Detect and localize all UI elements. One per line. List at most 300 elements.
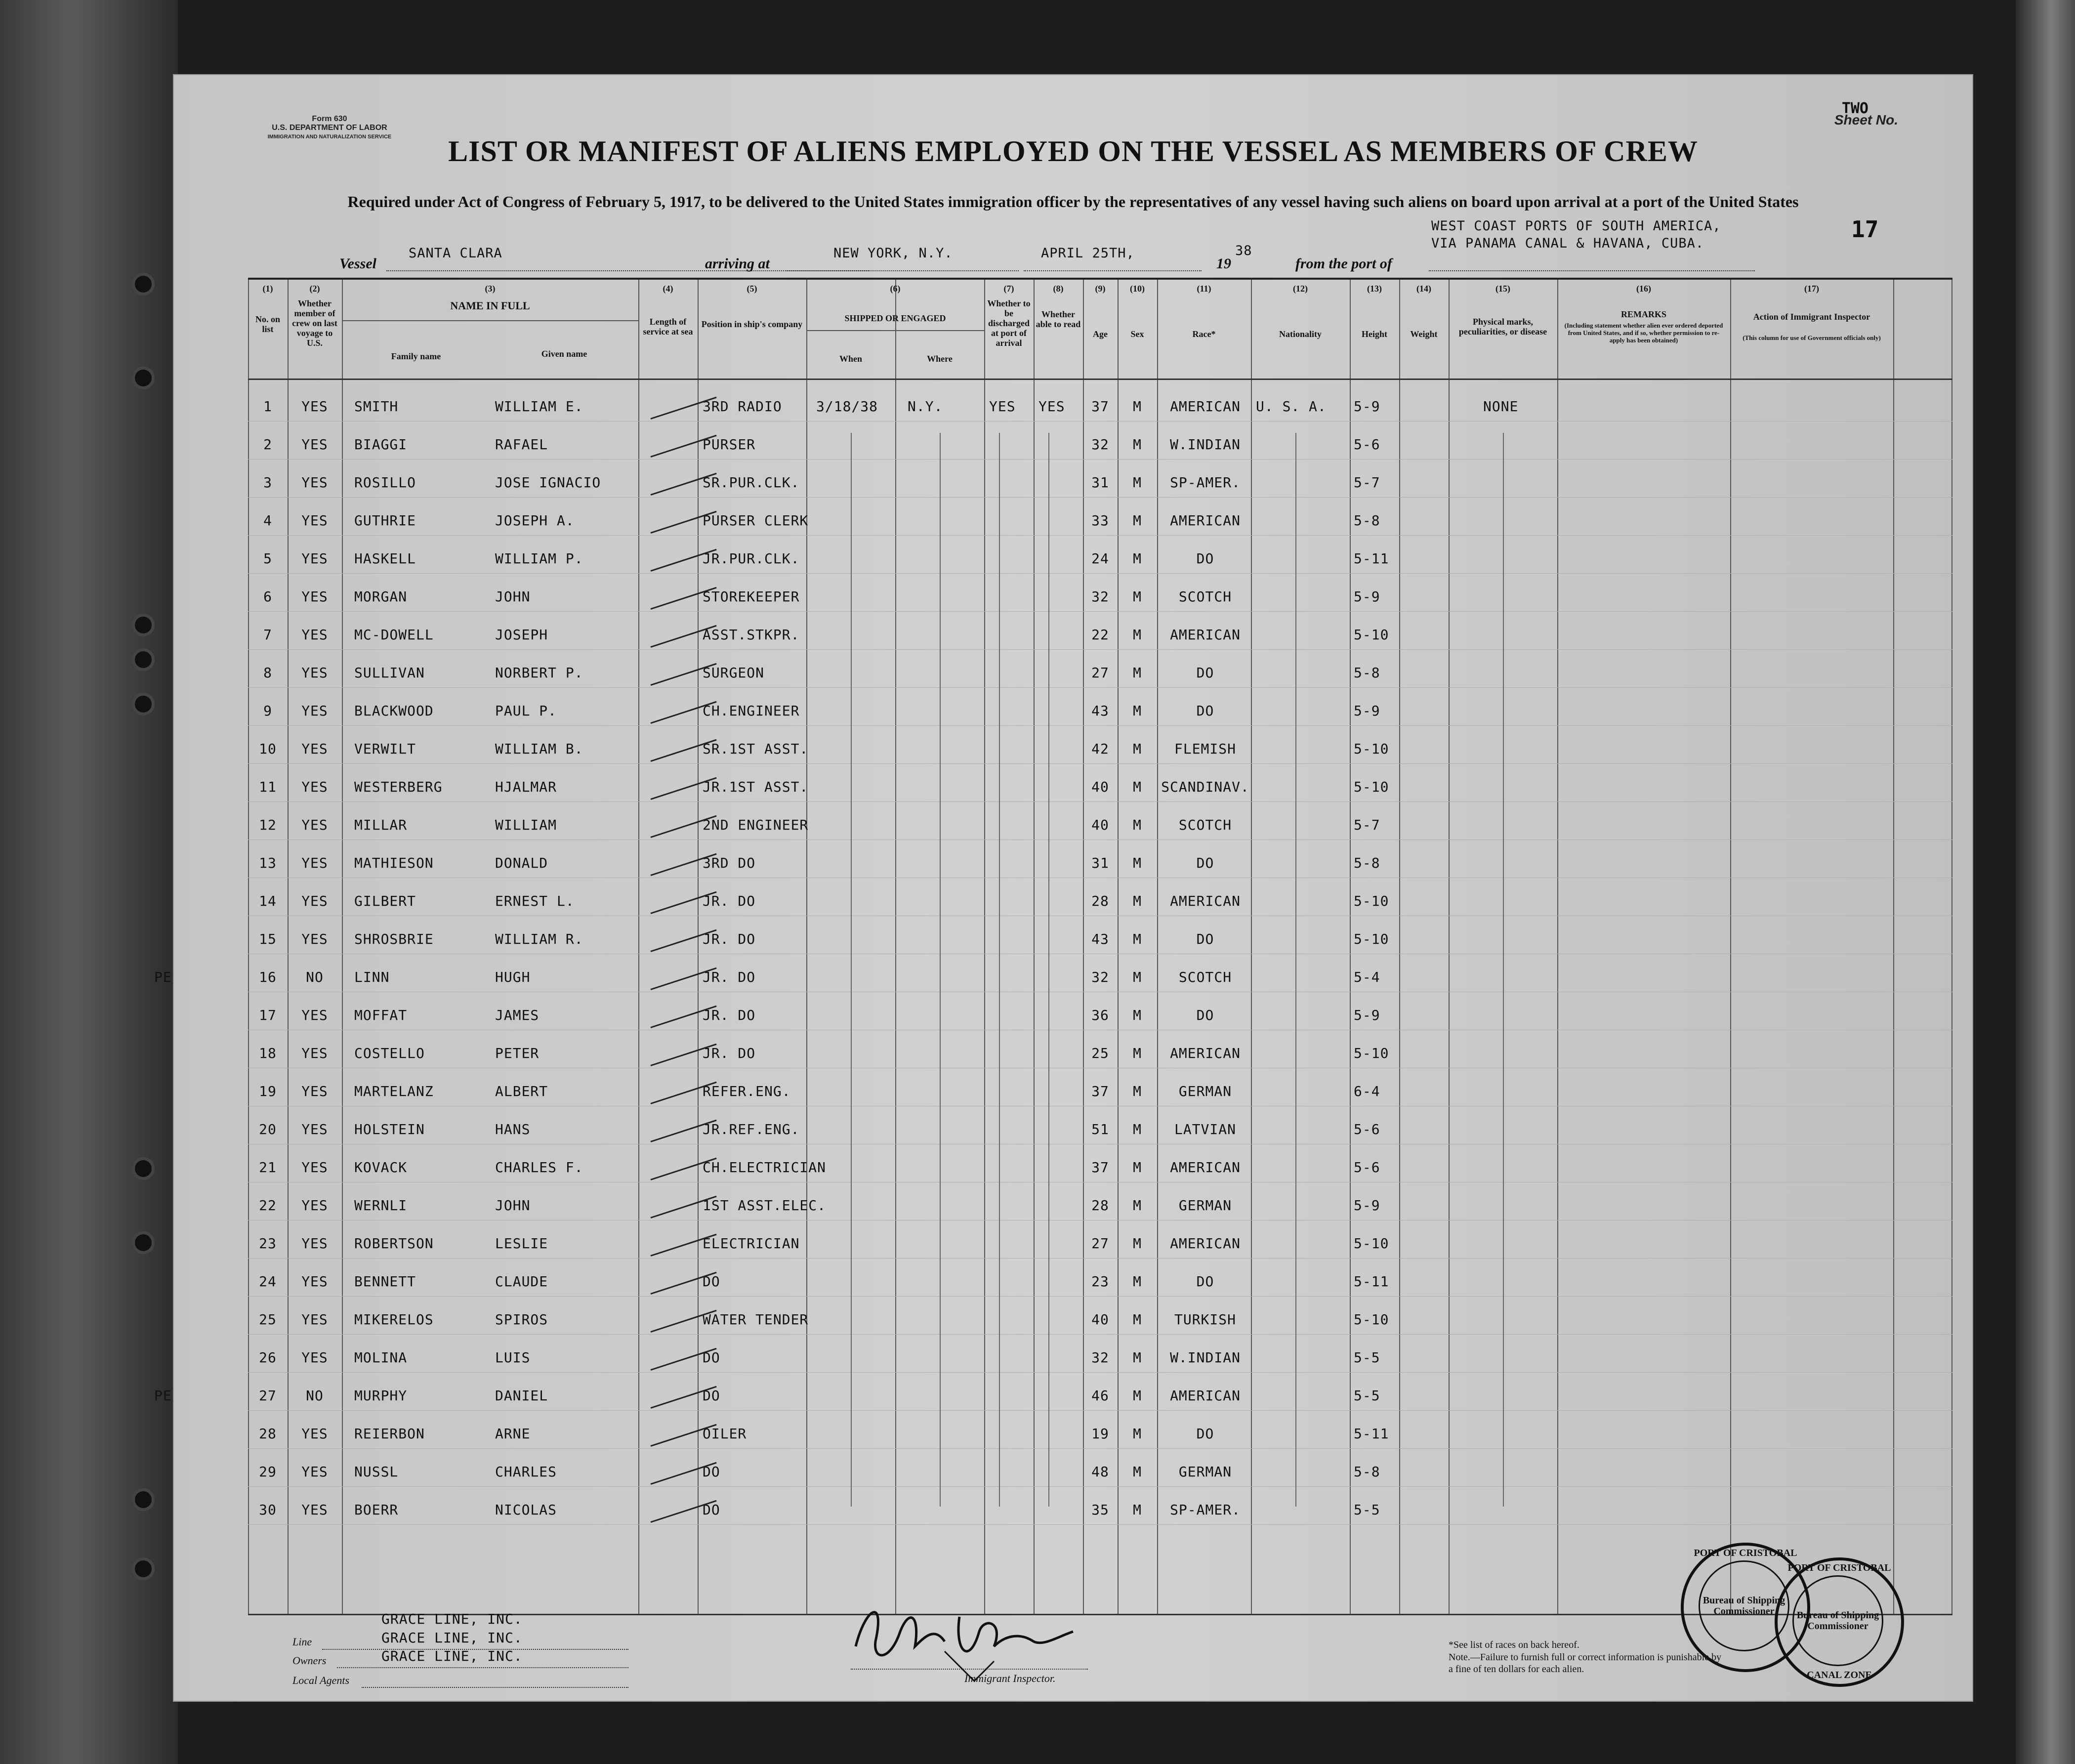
row-rule — [248, 1258, 1952, 1259]
cell-race: DO — [1196, 931, 1214, 947]
cell-age: 48 — [1091, 1464, 1109, 1480]
row-rule — [248, 1372, 1952, 1373]
cell-given: ARNE — [495, 1426, 531, 1442]
cell-sex: M — [1133, 1045, 1142, 1061]
cell-height: 5-8 — [1354, 512, 1380, 529]
cell-given: LUIS — [495, 1349, 531, 1366]
row1-read: YES — [1038, 398, 1065, 415]
cell-prev: YES — [301, 1273, 328, 1290]
cell-race: W.INDIAN — [1170, 436, 1241, 453]
cell-position: 1ST ASST.ELEC. — [703, 1197, 827, 1214]
cell-age: 19 — [1091, 1426, 1109, 1442]
cell-height: 5-10 — [1354, 893, 1389, 909]
col-header-height: Height — [1362, 329, 1387, 339]
cell-race: DO — [1196, 1426, 1214, 1442]
cell-race: SCOTCH — [1178, 817, 1232, 833]
cell-age: 37 — [1091, 1159, 1109, 1176]
cell-no: 13 — [259, 855, 277, 871]
col-header-discharged: Whether to be discharged at port of arrival — [987, 298, 1031, 348]
cell-position: JR.PUR.CLK. — [703, 550, 800, 567]
cell-no: 27 — [259, 1387, 277, 1404]
cell-height: 5-5 — [1354, 1387, 1380, 1404]
col-header-name: NAME IN FULL — [450, 299, 530, 312]
arriving-underline — [787, 270, 1019, 271]
col-header-age: Age — [1093, 329, 1108, 339]
cell-sex: M — [1133, 398, 1142, 415]
cell-no: 6 — [263, 588, 272, 605]
col-header-sex: Sex — [1130, 329, 1144, 339]
cell-given: JOSEPH A. — [495, 512, 575, 529]
col-header-race: Race* — [1192, 329, 1216, 339]
inspector-label: Immigrant Inspector. — [964, 1672, 1056, 1684]
cell-family: ROBERTSON — [354, 1235, 434, 1252]
cell-no: 24 — [259, 1273, 277, 1290]
col-num-6: (6) — [890, 284, 901, 294]
page-marker: 17 — [1851, 216, 1879, 243]
cell-position: JR. DO — [703, 1007, 756, 1023]
department-name: U.S. DEPARTMENT OF LABOR — [272, 124, 387, 132]
cell-height: 5-8 — [1354, 855, 1380, 871]
cell-age: 36 — [1091, 1007, 1109, 1023]
cell-no: 17 — [259, 1007, 277, 1023]
cell-prev: YES — [301, 1349, 328, 1366]
row-rule — [248, 649, 1952, 650]
cell-age: 51 — [1091, 1121, 1109, 1137]
cell-sex: M — [1133, 1464, 1142, 1480]
line-label: Line — [292, 1636, 312, 1648]
cell-position: SR.1ST ASST. — [703, 741, 809, 757]
binder-hole — [132, 1231, 155, 1254]
ditto-mark — [940, 433, 941, 1507]
cell-height: 5-5 — [1354, 1502, 1380, 1518]
stamp-2-ring-text: PORT OF CRISTOBAL — [1787, 1562, 1891, 1573]
cell-age: 27 — [1091, 665, 1109, 681]
cell-family: SMITH — [354, 398, 399, 415]
cell-position: DO — [703, 1387, 720, 1404]
cell-given: WILLIAM — [495, 817, 557, 833]
binder-hole — [132, 273, 155, 295]
owners-company: GRACE LINE, INC. — [381, 1648, 523, 1664]
row-rule — [248, 1486, 1952, 1487]
cell-position: CH.ENGINEER — [703, 703, 800, 719]
cell-given: HUGH — [495, 969, 531, 985]
col-num-17: (17) — [1804, 284, 1819, 294]
cell-family: REIERBON — [354, 1426, 425, 1442]
year-suffix: 38 — [1235, 243, 1252, 258]
cell-height: 5-10 — [1354, 1311, 1389, 1328]
cell-family: BOERR — [354, 1502, 399, 1518]
cell-race: AMERICAN — [1170, 512, 1241, 529]
cell-no: 9 — [263, 703, 272, 719]
cell-age: 23 — [1091, 1273, 1109, 1290]
cell-age: 32 — [1091, 969, 1109, 985]
arrival-date: APRIL 25TH, — [1041, 246, 1135, 261]
cell-prev: YES — [301, 1502, 328, 1518]
cell-no: 21 — [259, 1159, 277, 1176]
binder-hole — [132, 1488, 155, 1511]
cell-family: HASKELL — [354, 550, 416, 567]
cell-age: 31 — [1091, 855, 1109, 871]
cell-race: DO — [1196, 550, 1214, 567]
cell-height: 5-10 — [1354, 1235, 1389, 1252]
col-num-15: (15) — [1495, 284, 1510, 294]
sheet-number: TWO — [1841, 100, 1868, 117]
cell-family: GILBERT — [354, 893, 416, 909]
cell-prev: YES — [301, 1426, 328, 1442]
cell-age: 43 — [1091, 703, 1109, 719]
cell-height: 5-7 — [1354, 817, 1380, 833]
cell-no: 20 — [259, 1121, 277, 1137]
cell-age: 32 — [1091, 588, 1109, 605]
cell-given: JOSE IGNACIO — [495, 474, 601, 491]
date-underline — [1024, 270, 1202, 271]
cell-given: JAMES — [495, 1007, 540, 1023]
penalty-note: Note.—Failure to furnish full or correct information is punishable by a fine of ten dollars for each alien. — [1449, 1652, 1722, 1675]
manifest-sheet — [154, 74, 1973, 1702]
port-stamp-2 — [1775, 1557, 1904, 1687]
cell-position: JR. DO — [703, 1045, 756, 1061]
cell-sex: M — [1133, 817, 1142, 833]
cell-prev: YES — [301, 550, 328, 567]
margin-mark: PE — [154, 969, 172, 985]
cell-position: JR.1ST ASST. — [703, 779, 809, 795]
cell-family: MORGAN — [354, 588, 408, 605]
cell-height: 5-6 — [1354, 1121, 1380, 1137]
cell-prev: YES — [301, 1311, 328, 1328]
binder-hole — [132, 614, 155, 636]
cell-given: NORBERT P. — [495, 665, 583, 681]
cell-no: 11 — [259, 779, 277, 795]
from-port-underline — [1429, 270, 1755, 271]
cell-sex: M — [1133, 436, 1142, 453]
cell-sex: M — [1133, 703, 1142, 719]
cell-race: DO — [1196, 1273, 1214, 1290]
arriving-port: NEW YORK, N.Y. — [833, 246, 953, 261]
cell-no: 22 — [259, 1197, 277, 1214]
col-num-5: (5) — [747, 284, 757, 294]
stamp-1-ring-text: PORT OF CRISTOBAL — [1694, 1548, 1797, 1558]
cell-position: JR.REF.ENG. — [703, 1121, 800, 1137]
cell-sex: M — [1133, 665, 1142, 681]
col-num-9: (9) — [1095, 284, 1106, 294]
cell-height: 5-9 — [1354, 703, 1380, 719]
cell-sex: M — [1133, 1349, 1142, 1366]
cell-given: HJALMAR — [495, 779, 557, 795]
ditto-mark — [999, 433, 1000, 1507]
margin-mark: PE — [154, 1387, 172, 1404]
binder-hole — [132, 1557, 155, 1580]
col-num-1: (1) — [262, 284, 273, 294]
vessel-label: Vessel — [339, 255, 376, 272]
cell-position: SURGEON — [703, 665, 765, 681]
cell-sex: M — [1133, 779, 1142, 795]
cell-sex: M — [1133, 1273, 1142, 1290]
cell-height: 5-9 — [1354, 588, 1380, 605]
cell-position: DO — [703, 1349, 720, 1366]
cell-age: 25 — [1091, 1045, 1109, 1061]
cell-sex: M — [1133, 1235, 1142, 1252]
cell-race: AMERICAN — [1170, 1045, 1241, 1061]
cell-position: DO — [703, 1502, 720, 1518]
cell-height: 5-9 — [1354, 1197, 1380, 1214]
col-num-2: (2) — [309, 284, 320, 294]
from-port-line1: WEST COAST PORTS OF SOUTH AMERICA, — [1431, 218, 1721, 234]
col-header-family-name: Family name — [391, 351, 441, 361]
cell-prev: YES — [301, 436, 328, 453]
cell-family: KOVACK — [354, 1159, 408, 1176]
line-company: GRACE LINE, INC. — [381, 1630, 523, 1646]
row1-discharged: YES — [989, 398, 1016, 415]
cell-race: AMERICAN — [1170, 398, 1241, 415]
cell-prev: YES — [301, 1159, 328, 1176]
cell-family: MATHIESON — [354, 855, 434, 871]
cell-prev: YES — [301, 703, 328, 719]
cell-height: 6-4 — [1354, 1083, 1380, 1099]
cell-sex: M — [1133, 1311, 1142, 1328]
row-rule — [248, 459, 1952, 460]
col-num-4: (4) — [663, 284, 673, 294]
col-header-action-note: (This column for use of Government officials only) — [1743, 334, 1881, 341]
cell-no: 30 — [259, 1502, 277, 1518]
col-header-remarks: REMARKS — [1620, 309, 1666, 319]
cell-prev: YES — [301, 1083, 328, 1099]
row-rule — [248, 497, 1952, 498]
cell-family: MIKERELOS — [354, 1311, 434, 1328]
cell-given: WILLIAM P. — [495, 550, 583, 567]
cell-height: 5-8 — [1354, 665, 1380, 681]
col-header-length-service: Length of service at sea — [643, 317, 693, 336]
row1-marks: NONE — [1483, 398, 1519, 415]
cell-sex: M — [1133, 588, 1142, 605]
cell-prev: YES — [301, 474, 328, 491]
col-num-13: (13) — [1367, 284, 1382, 294]
cell-no: 18 — [259, 1045, 277, 1061]
cell-position: 2ND ENGINEER — [703, 817, 809, 833]
row-rule — [248, 1524, 1952, 1525]
crew-table — [154, 278, 1952, 1678]
cell-prev: YES — [301, 512, 328, 529]
cell-position: JR. DO — [703, 893, 756, 909]
cell-race: SCANDINAV. — [1161, 779, 1249, 795]
cell-family: MC-DOWELL — [354, 627, 434, 643]
cell-family: MILLAR — [354, 817, 408, 833]
col-num-11: (11) — [1197, 284, 1211, 294]
cell-height: 5-4 — [1354, 969, 1380, 985]
cell-race: SCOTCH — [1178, 969, 1232, 985]
arriving-label: arriving at — [705, 255, 770, 272]
cell-family: LINN — [354, 969, 390, 985]
from-port-label: from the port of — [1295, 255, 1392, 272]
cell-race: AMERICAN — [1170, 893, 1241, 909]
row1-when: 3/18/38 — [816, 398, 878, 415]
cell-position: REFER.ENG. — [703, 1083, 791, 1099]
col-num-3: (3) — [485, 284, 496, 294]
ditto-mark — [1048, 433, 1049, 1507]
cell-position: CH.ELECTRICIAN — [703, 1159, 827, 1176]
stamp-2-center-text: Bureau of Shipping Commissioner — [1792, 1575, 1883, 1666]
cell-given: DONALD — [495, 855, 548, 871]
binder-hole — [132, 693, 155, 715]
cell-age: 22 — [1091, 627, 1109, 643]
col-header-when: When — [839, 354, 862, 364]
from-port-line2: VIA PANAMA CANAL & HAVANA, CUBA. — [1431, 236, 1704, 251]
ditto-mark — [1295, 433, 1296, 1507]
cell-height: 5-6 — [1354, 1159, 1380, 1176]
cell-age: 40 — [1091, 817, 1109, 833]
ditto-mark — [851, 433, 852, 1507]
cell-sex: M — [1133, 1159, 1142, 1176]
cell-sex: M — [1133, 741, 1142, 757]
cell-race: AMERICAN — [1170, 1387, 1241, 1404]
cell-race: GERMAN — [1178, 1197, 1232, 1214]
col-header-shipped: SHIPPED OR ENGAGED — [844, 313, 946, 323]
cell-age: 40 — [1091, 779, 1109, 795]
cell-no: 28 — [259, 1426, 277, 1442]
cell-given: CHARLES F. — [495, 1159, 583, 1176]
cell-no: 23 — [259, 1235, 277, 1252]
cell-position: 3RD RADIO — [703, 398, 782, 415]
col-num-14: (14) — [1416, 284, 1431, 294]
cell-no: 25 — [259, 1311, 277, 1328]
cell-given: WILLIAM B. — [495, 741, 583, 757]
cell-no: 3 — [263, 474, 272, 491]
cell-prev: YES — [301, 1464, 328, 1480]
row-rule — [248, 763, 1952, 764]
service-name: IMMIGRATION AND NATURALIZATION SERVICE — [267, 134, 392, 140]
cell-prev: YES — [301, 741, 328, 757]
cell-race: AMERICAN — [1170, 1235, 1241, 1252]
cell-prev: YES — [301, 1235, 328, 1252]
row-rule — [248, 801, 1952, 802]
cell-family: HOLSTEIN — [354, 1121, 425, 1137]
cell-height: 5-10 — [1354, 931, 1389, 947]
owners-label: Owners — [292, 1654, 327, 1667]
cell-family: BIAGGI — [354, 436, 408, 453]
cell-age: 28 — [1091, 1197, 1109, 1214]
cell-sex: M — [1133, 1426, 1142, 1442]
sheet-label: Sheet No. — [1834, 112, 1898, 127]
cell-age: 31 — [1091, 474, 1109, 491]
cell-prev: YES — [301, 665, 328, 681]
cell-race: FLEMISH — [1174, 741, 1236, 757]
row1-where: N.Y. — [908, 398, 943, 415]
cell-age: 42 — [1091, 741, 1109, 757]
cell-height: 5-9 — [1354, 1007, 1380, 1023]
cell-family: MARTELANZ — [354, 1083, 434, 1099]
cell-height: 5-6 — [1354, 436, 1380, 453]
cell-age: 27 — [1091, 1235, 1109, 1252]
cell-race: DO — [1196, 703, 1214, 719]
vessel-name: SANTA CLARA — [409, 246, 502, 261]
cell-prev: YES — [301, 855, 328, 871]
races-note: *See list of races on back hereof. — [1449, 1639, 1579, 1650]
cell-no: 12 — [259, 817, 277, 833]
cell-given: SPIROS — [495, 1311, 548, 1328]
col-header-no: No. on list — [255, 314, 280, 334]
cell-family: ROSILLO — [354, 474, 416, 491]
cell-no: 2 — [263, 436, 272, 453]
col-num-16: (16) — [1636, 284, 1651, 294]
row-rule — [248, 687, 1952, 688]
cell-race: DO — [1196, 855, 1214, 871]
cell-height: 5-5 — [1354, 1349, 1380, 1366]
cell-family: WERNLI — [354, 1197, 408, 1214]
cell-no: 4 — [263, 512, 272, 529]
col-header-where: Where — [927, 354, 953, 364]
row-rule — [248, 611, 1952, 612]
cell-family: SULLIVAN — [354, 665, 425, 681]
cell-position: ELECTRICIAN — [703, 1235, 800, 1252]
cell-no: 19 — [259, 1083, 277, 1099]
cell-given: WILLIAM R. — [495, 931, 583, 947]
cell-given: NICOLAS — [495, 1502, 557, 1518]
cell-height: 5-10 — [1354, 1045, 1389, 1061]
cell-family: COSTELLO — [354, 1045, 425, 1061]
cell-sex: M — [1133, 1502, 1142, 1518]
col-header-weight: Weight — [1410, 329, 1438, 339]
stamp-1-center-text: Bureau of Shipping Commissioner — [1699, 1560, 1789, 1651]
cell-height: 5-11 — [1354, 550, 1389, 567]
cell-race: SCOTCH — [1178, 588, 1232, 605]
cell-family: SHROSBRIE — [354, 931, 434, 947]
cell-prev: NO — [306, 1387, 324, 1404]
cell-position: 3RD DO — [703, 855, 756, 871]
cell-height: 5-7 — [1354, 474, 1380, 491]
cell-sex: M — [1133, 931, 1142, 947]
cell-family: WESTERBERG — [354, 779, 443, 795]
cell-given: ALBERT — [495, 1083, 548, 1099]
stamp-2-bottom-text: CANAL ZONE — [1807, 1670, 1872, 1680]
year-prefix: 19 — [1216, 255, 1231, 272]
cell-race: LATVIAN — [1174, 1121, 1236, 1137]
cell-age: 32 — [1091, 1349, 1109, 1366]
cell-given: JOSEPH — [495, 627, 548, 643]
cell-given: HANS — [495, 1121, 531, 1137]
cell-family: BLACKWOOD — [354, 703, 434, 719]
cell-family: MOFFAT — [354, 1007, 408, 1023]
cell-position: JR. DO — [703, 969, 756, 985]
cell-no: 26 — [259, 1349, 277, 1366]
cell-no: 14 — [259, 893, 277, 909]
cell-no: 10 — [259, 741, 277, 757]
cell-race: SP-AMER. — [1170, 474, 1241, 491]
binder-hole — [132, 367, 155, 389]
cell-age: 24 — [1091, 550, 1109, 567]
cell-prev: YES — [301, 1007, 328, 1023]
cell-position: DO — [703, 1273, 720, 1290]
ditto-mark — [1503, 433, 1504, 1507]
col-header-position: Position in ship's company — [701, 319, 803, 329]
cell-prev: YES — [301, 779, 328, 795]
col-num-12: (12) — [1293, 284, 1308, 294]
col-header-able-to-read: Whether able to read — [1036, 309, 1081, 329]
cell-given: JOHN — [495, 588, 531, 605]
cell-age: 28 — [1091, 893, 1109, 909]
cell-sex: M — [1133, 474, 1142, 491]
cell-no: 8 — [263, 665, 272, 681]
cell-prev: YES — [301, 1197, 328, 1214]
cell-age: 33 — [1091, 512, 1109, 529]
col-header-physical-marks: Physical marks, peculiarities, or disease — [1458, 317, 1547, 336]
cell-given: ERNEST L. — [495, 893, 575, 909]
local-agents-label: Local Agents — [292, 1674, 350, 1686]
cell-position: OILER — [703, 1426, 747, 1442]
cell-given: RAFAEL — [495, 436, 548, 453]
cell-given: PAUL P. — [495, 703, 557, 719]
cell-height: 5-10 — [1354, 779, 1389, 795]
cell-prev: YES — [301, 398, 328, 415]
cell-no: 15 — [259, 931, 277, 947]
